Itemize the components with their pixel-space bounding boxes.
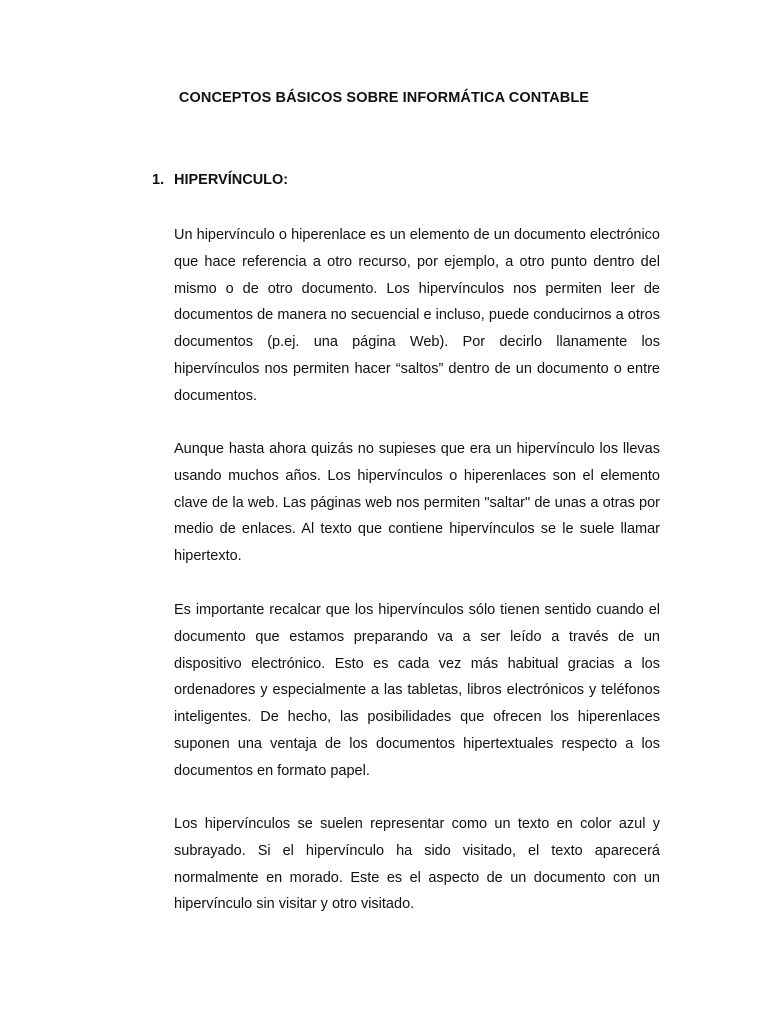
paragraph-3: Es importante recalcar que los hipervínculos sólo tienen sentido cuando el documento que estamos preparando va a ser leído a través de un dispositivo electrónico. Esto es cada vez más habitual gracias a los ordenadores y especialmente a las tabletas, libros electrónicos y teléfonos inteligentes. De hecho, las posibilidades que ofrecen los hiperenlaces suponen una ventaja de los documentos hipertextuales respecto a los documentos en formato papel. — [174, 602, 660, 779]
document-title: CONCEPTOS BÁSICOS SOBRE INFORMÁTICA CONTABLE — [178, 90, 590, 106]
section-heading — [152, 172, 288, 188]
section-heading-text: HIPERVÍNCULO: — [174, 172, 289, 188]
paragraph-2: Aunque hasta ahora quizás no supieses que era un hipervínculo los llevas usando muchos años. Los hipervínculos o hiperenlaces son el elemento clave de la web. Las páginas web nos permiten "saltar" de unas a otras por medio de enlaces. Al texto que contiene hipervínculos se le suele llamar hipertexto. — [174, 441, 660, 565]
paragraph-4: Los hipervínculos se suelen representar como un texto en color azul y subrayado. Si el hipervínculo ha sido visitado, el texto aparecerá normalmente en morado. Este es el aspecto de un documento con un hipervínculo sin visitar y otro visitado. — [174, 816, 660, 913]
section-number: 1. — [152, 172, 165, 188]
paragraph-1: Un hipervínculo o hiperenlace es un elemento de un documento electrónico que hace referencia a otro recurso, por ejemplo, a otro punto dentro del mismo o de otro documento. Los hipervínculos nos permiten leer de documentos de manera no secuencial e incluso, puede conducirnos a otros documentos (p.ej. una página Web). Por decirlo llanamente los hipervínculos nos permiten hacer “saltos” dentro de un documento o entre documentos. — [174, 227, 660, 404]
